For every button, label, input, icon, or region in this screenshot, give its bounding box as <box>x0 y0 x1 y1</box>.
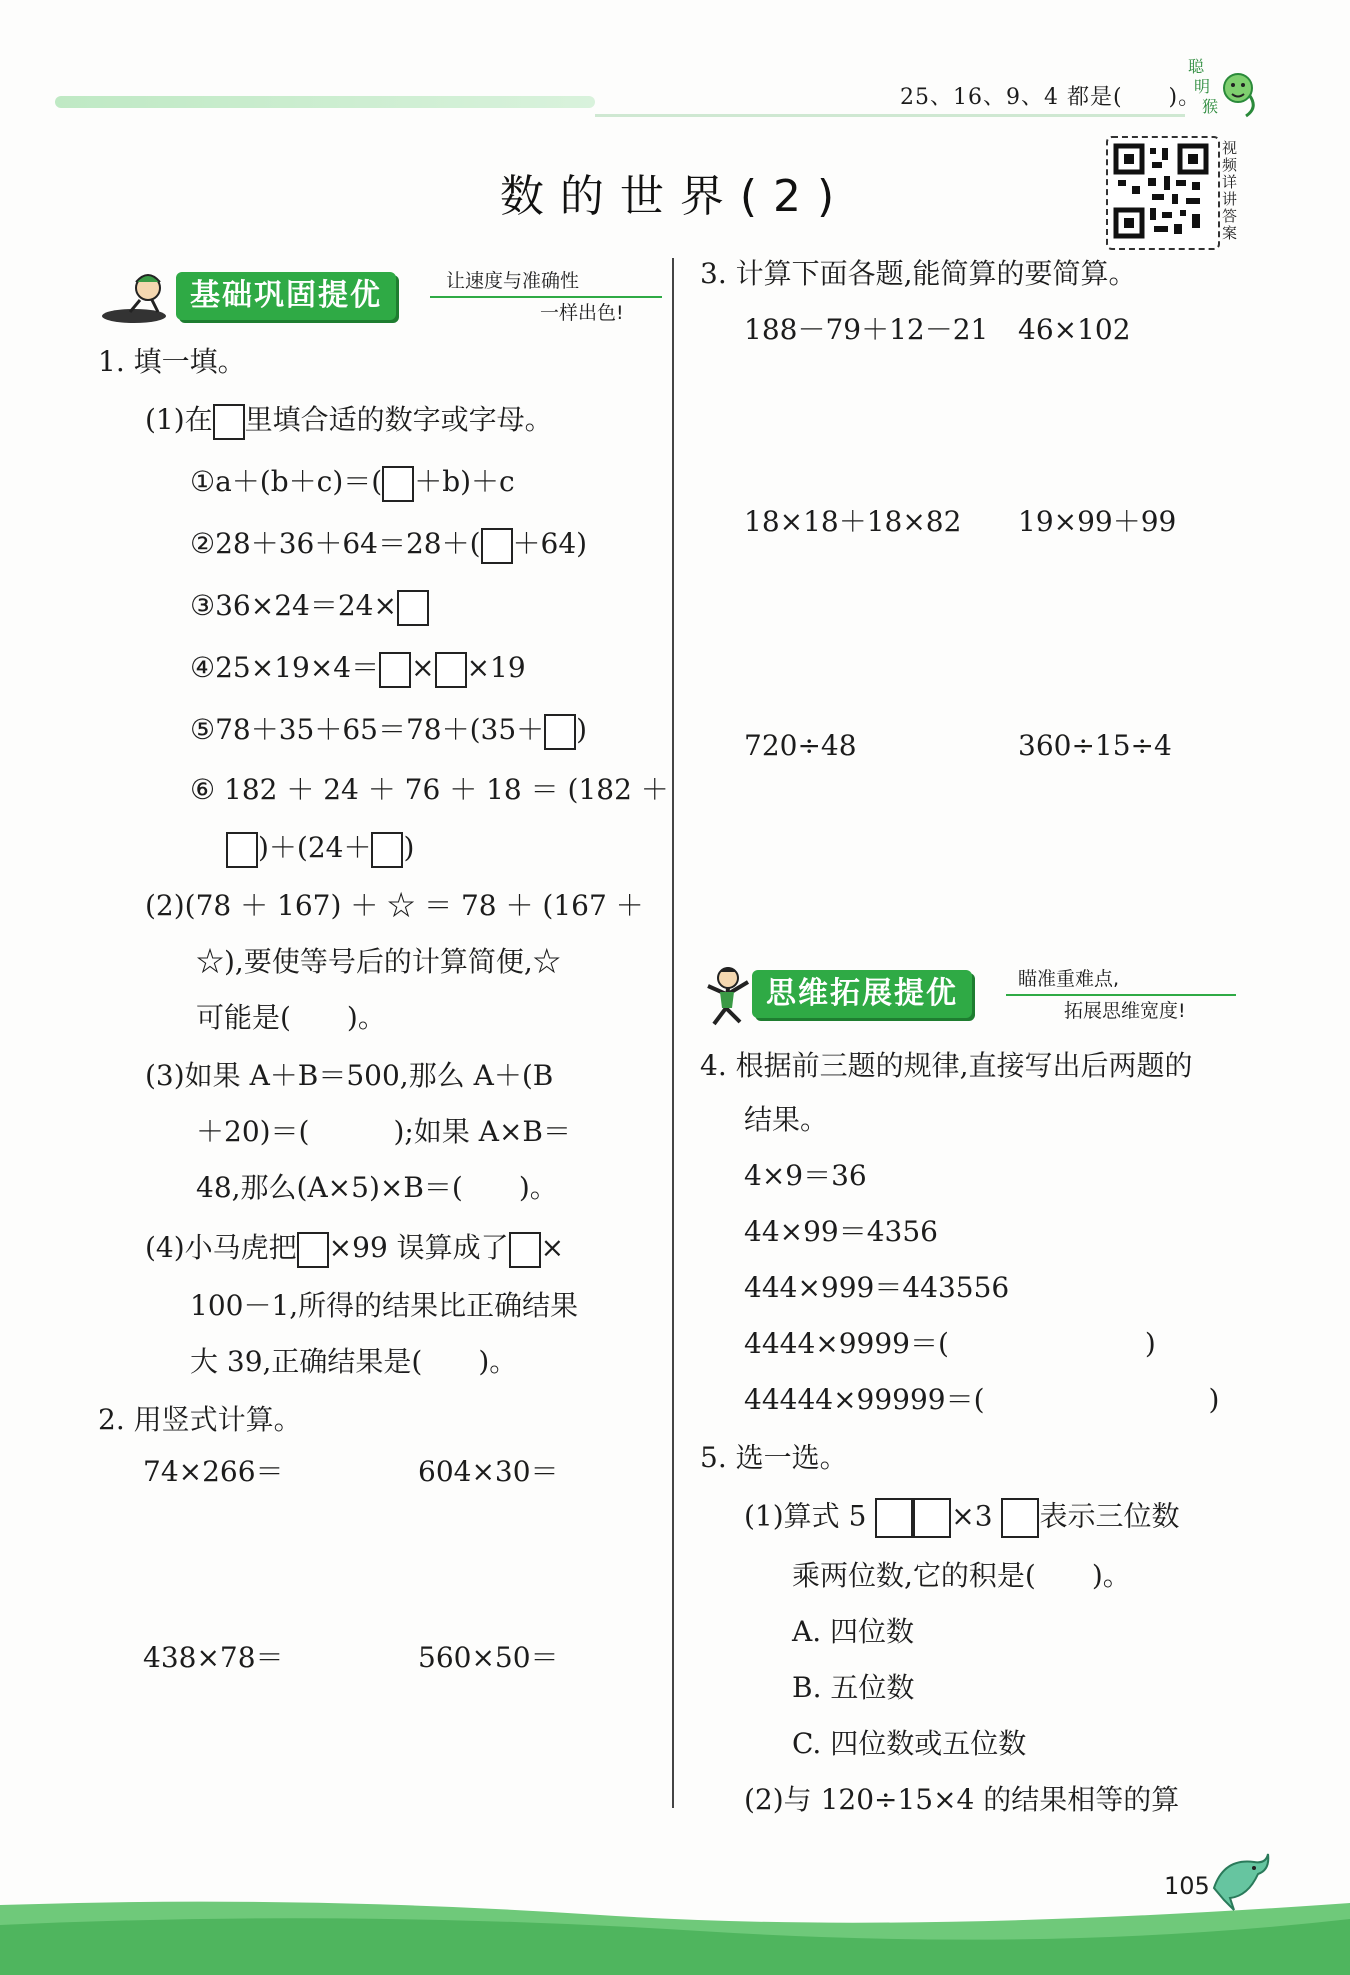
bottom-wave <box>0 1895 1350 1975</box>
answer-box[interactable] <box>875 1498 913 1538</box>
part4-text-a: (4)小马虎把 <box>145 1231 297 1264</box>
q1-part4-line3: 大 39,正确结果是( )。 <box>190 1345 518 1378</box>
section-note-line1: 让速度与准确性 <box>446 270 580 292</box>
q4-row-4: 4444×9999＝( ) <box>744 1327 1156 1360</box>
part4-text-b: ×99 误算成了 <box>328 1231 509 1264</box>
q3-expr-6: 360÷15÷4 <box>1018 729 1172 762</box>
answer-box[interactable] <box>1001 1498 1039 1538</box>
q5-part1-line1 <box>744 1498 1180 1538</box>
q5p1-text-b: ×3 <box>951 1499 993 1533</box>
q1-part2-line2: ☆),要使等号后的计算简便,☆ <box>196 945 561 978</box>
answer-box[interactable] <box>435 652 467 688</box>
answer-box[interactable] <box>544 714 576 750</box>
item1-text-b: ＋b)＋c <box>414 465 515 498</box>
section2-note-line2: 拓展思维宽度! <box>1064 1000 1186 1022</box>
answer-box[interactable] <box>379 652 411 688</box>
qr-label: 视频详讲答案 <box>1222 139 1238 242</box>
q1-item4 <box>190 650 526 688</box>
item4-text-b: × <box>411 651 435 684</box>
answer-box[interactable] <box>297 1232 329 1268</box>
item1-text-a: ①a＋(b＋c)＝( <box>190 465 383 498</box>
item2-text-b: ＋64) <box>512 527 588 560</box>
q3-expr-4: 19×99＋99 <box>1018 505 1177 538</box>
item5-text-a: ⑤78＋35＋65＝78＋(35＋ <box>190 713 545 746</box>
q1-part1-text-a: (1)在 <box>145 403 213 436</box>
q2-expr-1: 74×266＝ <box>143 1455 284 1488</box>
item4-text-c: ×19 <box>466 651 526 684</box>
column-divider <box>672 258 674 1808</box>
q1-part3-line1: (3)如果 A＋B＝500,那么 A＋(B <box>145 1059 554 1092</box>
q1-item1 <box>190 464 515 502</box>
question-2-heading: 2. 用竖式计算。 <box>98 1403 302 1436</box>
q3-expr-2: 46×102 <box>1018 313 1131 346</box>
q1-item2 <box>190 526 587 564</box>
q1-item6-line1: ⑥ 182 ＋ 24 ＋ 76 ＋ 18 ＝ (182 ＋ <box>190 773 669 806</box>
q5p1-text-a: (1)算式 5 <box>744 1499 867 1533</box>
question-3-heading: 3. 计算下面各题,能简算的要简算。 <box>700 257 1137 290</box>
kungfu-mascot-icon <box>700 964 756 1032</box>
brand-char-3: 猴 <box>1202 97 1219 116</box>
monkey-mascot-icon <box>1180 52 1260 126</box>
q3-expr-5: 720÷48 <box>744 729 857 762</box>
q1-part2-line1: (2)(78 ＋ 167) ＋ ☆ ＝ 78 ＋ (167 ＋ <box>145 889 644 922</box>
answer-box[interactable] <box>481 528 513 564</box>
answer-box[interactable] <box>397 590 429 626</box>
question-4-heading-line2: 结果。 <box>744 1103 829 1136</box>
header-rule <box>595 114 1185 117</box>
q5-option-a[interactable]: A. 四位数 <box>792 1615 915 1648</box>
answer-box[interactable] <box>226 832 258 868</box>
header-stripe <box>55 96 595 108</box>
part4-text-c: × <box>540 1231 565 1264</box>
q3-expr-1: 188－79＋12－21 <box>744 313 989 346</box>
dolphin-icon <box>1204 1848 1274 1922</box>
q3-expr-3: 18×18＋18×82 <box>744 505 962 538</box>
item5-text-b: ) <box>576 713 588 746</box>
section-banner-basic: 基础巩固提优 <box>176 272 396 320</box>
question-4-heading-line1: 4. 根据前三题的规律,直接写出后两题的 <box>700 1049 1193 1082</box>
q1-part3-line2: ＋20)＝( );如果 A×B＝ <box>196 1115 571 1148</box>
q5-part2-line1: (2)与 120÷15×4 的结果相等的算 <box>744 1783 1180 1816</box>
q1-item5 <box>190 712 587 750</box>
page-title: 数的世界(2) <box>499 171 851 222</box>
qr-code[interactable] <box>1106 136 1220 250</box>
q2-expr-3: 438×78＝ <box>143 1641 284 1674</box>
answer-box[interactable] <box>382 466 414 502</box>
item6-text-b: )＋(24＋ <box>258 831 372 864</box>
item4-text-a: ④25×19×4＝ <box>190 651 380 684</box>
brand-char-2: 明 <box>1194 77 1211 96</box>
q1-item3 <box>190 588 429 626</box>
q1-part4-line1 <box>145 1230 564 1268</box>
section2-note-underline <box>1006 994 1236 996</box>
q1-part1 <box>145 402 553 440</box>
question-5-heading: 5. 选一选。 <box>700 1441 848 1474</box>
q1-part2-line3: 可能是( )。 <box>196 1001 386 1034</box>
answer-box[interactable] <box>371 832 403 868</box>
q5-part1-line2: 乘两位数,它的积是( )。 <box>792 1559 1131 1592</box>
q5p1-text-c: 表示三位数 <box>1039 1499 1180 1533</box>
item2-text-a: ②28＋36＋64＝28＋( <box>190 527 481 560</box>
section-note-line2: 一样出色! <box>540 302 624 324</box>
item3-text-a: ③36×24＝24× <box>190 589 397 622</box>
skateboard-mascot-icon <box>100 268 180 332</box>
q1-part4-line2: 100－1,所得的结果比正确结果 <box>190 1289 579 1322</box>
question-1-heading: 1. 填一填。 <box>98 345 246 378</box>
answer-box[interactable] <box>509 1232 541 1268</box>
answer-box[interactable] <box>913 1498 951 1538</box>
page-number: 105 <box>1164 1872 1210 1900</box>
item6-text-c: ) <box>403 831 415 864</box>
brand-char-1: 聪 <box>1188 57 1205 76</box>
q1-part3-line3: 48,那么(A×5)×B＝( )。 <box>196 1171 558 1204</box>
q2-expr-2: 604×30＝ <box>418 1455 559 1488</box>
q1-part1-text-b: 里填合适的数字或字母。 <box>244 403 553 436</box>
q4-row-2: 44×99＝4356 <box>744 1215 938 1248</box>
header-hint: 25、16、9、4 都是( )。 <box>900 85 1202 110</box>
q4-row-1: 4×9＝36 <box>744 1159 867 1192</box>
q4-row-3: 444×999＝443556 <box>744 1271 1010 1304</box>
q5-option-b[interactable]: B. 五位数 <box>792 1671 915 1704</box>
q1-item6-line2 <box>226 830 414 868</box>
qr-code-icon <box>1108 138 1214 244</box>
q4-row-5: 44444×99999＝( ) <box>744 1383 1220 1416</box>
q2-expr-4: 560×50＝ <box>418 1641 559 1674</box>
section-note-underline <box>430 296 662 298</box>
answer-box[interactable] <box>213 404 245 440</box>
q5-option-c[interactable]: C. 四位数或五位数 <box>792 1727 1027 1760</box>
section2-note-line1: 瞄准重难点, <box>1018 968 1120 990</box>
section-banner-extension: 思维拓展提优 <box>752 970 972 1018</box>
